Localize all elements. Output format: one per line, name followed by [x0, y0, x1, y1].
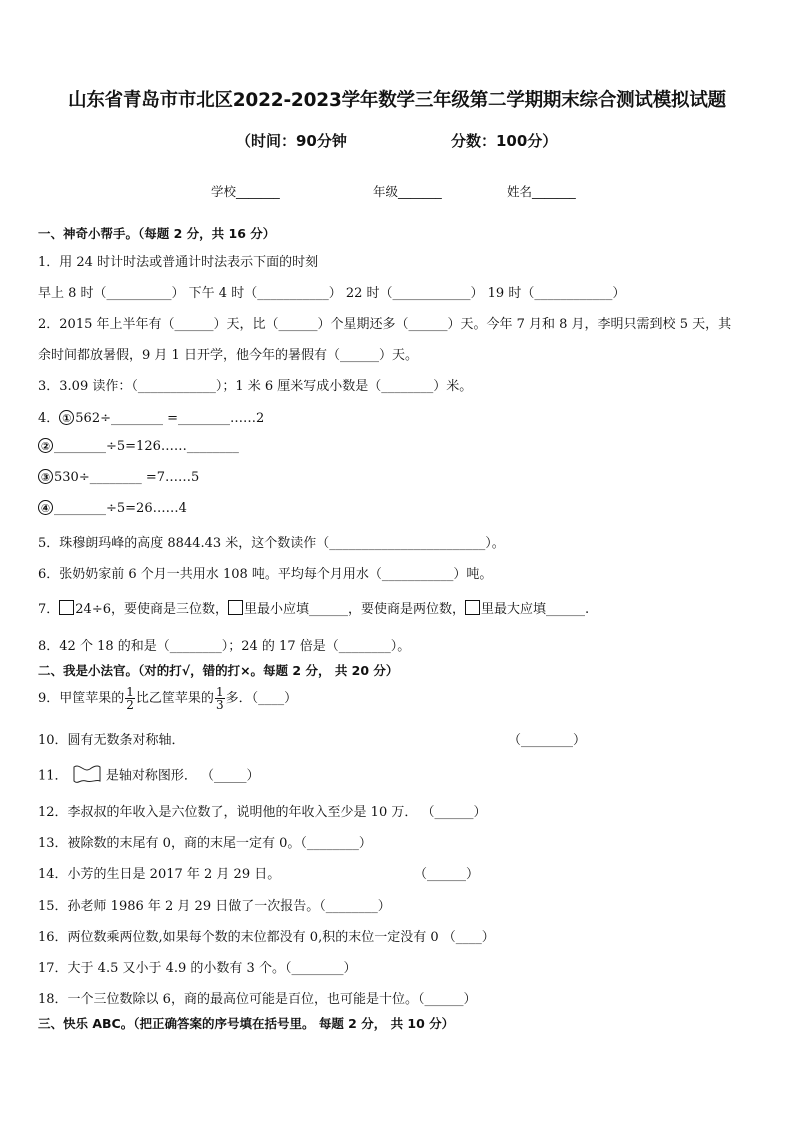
question-9-part-a: 9．甲筐苹果的 — [38, 691, 125, 706]
question-16: 16．两位数乘两位数,如果每个数的末位都没有 0,积的末位一定没有 0 （____） — [38, 930, 495, 945]
question-9-part-b: 比乙筐苹果的 — [135, 691, 214, 706]
question-11-prefix: 11． — [38, 768, 68, 784]
question-13: 13．被除数的末尾有 0，商的末尾一定有 0。（________） — [38, 836, 372, 851]
section1-heading: 一、神奇小帮手。（每题 2 分，共 16 分） — [38, 226, 276, 241]
question-7 — [38, 598, 589, 617]
question-9 — [38, 686, 297, 711]
question-17: 17．大于 4.5 又小于 4.9 的小数有 3 个。（________） — [38, 961, 357, 976]
question-7-part-c: 里最大应填______. — [481, 602, 590, 617]
fraction-one-third — [215, 686, 225, 711]
question-5: 5．珠穆朗玛峰的高度 8844.43 米，这个数读作（________________________）。 — [38, 536, 505, 551]
exam-time: （时间：90分钟 — [236, 132, 347, 150]
blank-box — [59, 600, 74, 615]
circled-number-3: ③ — [38, 469, 53, 484]
fraction-one-half — [125, 686, 135, 711]
section2-heading: 二、我是小法官。（对的打√，错的打×。每题 2 分， 共 20 分） — [38, 663, 399, 678]
question-12: 12．李叔叔的年收入是六位数了，说明他的年收入至少是 10 万． （______） — [38, 805, 487, 820]
name-field: 姓名_______ — [507, 184, 576, 199]
question-4d — [38, 500, 187, 516]
denominator: 2 — [126, 698, 134, 712]
question-18: 18．一个三位数除以 6，商的最高位可能是百位，也可能是十位。（______） — [38, 992, 477, 1007]
question-2-line2: 余时间都放暑假，9 月 1 日开学，他今年的暑假有（______）天。 — [38, 348, 418, 363]
circled-number-1: ① — [59, 410, 74, 425]
question-11-text: 是轴对称图形． （_____） — [105, 768, 260, 784]
question-4a — [38, 407, 264, 426]
denominator: 3 — [215, 698, 224, 712]
numerator: 1 — [126, 685, 134, 699]
grade-field: 年级_______ — [373, 184, 442, 199]
question-4-prefix: 4． — [38, 411, 60, 426]
school-field: 学校_______ — [211, 184, 280, 199]
circled-number-4: ④ — [38, 500, 53, 515]
question-4b — [38, 438, 239, 454]
question-4b-text: ________÷5=126……________ — [54, 439, 239, 454]
numerator: 1 — [215, 685, 224, 699]
question-4c-text: 530÷________ =7……5 — [54, 470, 200, 485]
section3-heading: 三、快乐 ABC。（把正确答案的序号填在括号里。 每题 2 分， 共 10 分） — [38, 1016, 455, 1031]
exam-score: 分数：100分） — [451, 132, 558, 150]
question-14-answer: （______） — [414, 867, 480, 882]
question-11 — [38, 763, 259, 789]
question-7-prefix: 7． — [38, 602, 60, 617]
question-4d-text: ________÷5=26……4 — [54, 501, 187, 516]
question-14: 14．小芳的生日是 2017 年 2 月 29 日。 — [38, 867, 281, 882]
question-4c — [38, 469, 199, 485]
question-7-part-a: 24÷6，要使商是三位数， — [75, 602, 228, 617]
question-10: 10．圆有无数条对称轴． — [38, 733, 185, 748]
blank-box — [228, 600, 243, 615]
page-title: 山东省青岛市市北区2022-2023学年数学三年级第二学期期末综合测试模拟试题 — [68, 90, 726, 111]
circled-number-2: ② — [38, 438, 53, 453]
question-15: 15．孙老师 1986 年 2 月 29 日做了一次报告。（________） — [38, 899, 391, 914]
question-6: 6．张奶奶家前 6 个月一共用水 108 吨。平均每个月用水（___________）吨。 — [38, 567, 493, 582]
question-9-part-c: 多．（____） — [225, 691, 298, 706]
question-3: 3．3.09 读作：（____________）；1 米 6 厘米写成小数是（________）米。 — [38, 379, 473, 394]
question-1-items: 早上 8 时（__________） 下午 4 时（___________） 22 时（____________） 19 时（____________） — [38, 286, 626, 301]
question-10-answer: （________） — [508, 733, 587, 748]
wave-shape-icon — [72, 763, 102, 789]
question-7-part-b: 里最小应填______，要使商是两位数， — [244, 602, 466, 617]
blank-box — [465, 600, 480, 615]
question-1: 1．用 24 时计时法或普通计时法表示下面的时刻 — [38, 255, 319, 270]
question-4a-text: 562÷________ =________……2 — [75, 411, 265, 426]
question-2-line1: 2．2015 年上半年有（______）天，比（______）个星期还多（______）天。今年 7 月和 8 月，李明只需到校 5 天，其 — [38, 317, 732, 332]
question-8: 8．42 个 18 的和是（________）；24 的 17 倍是（________）。 — [38, 639, 411, 654]
